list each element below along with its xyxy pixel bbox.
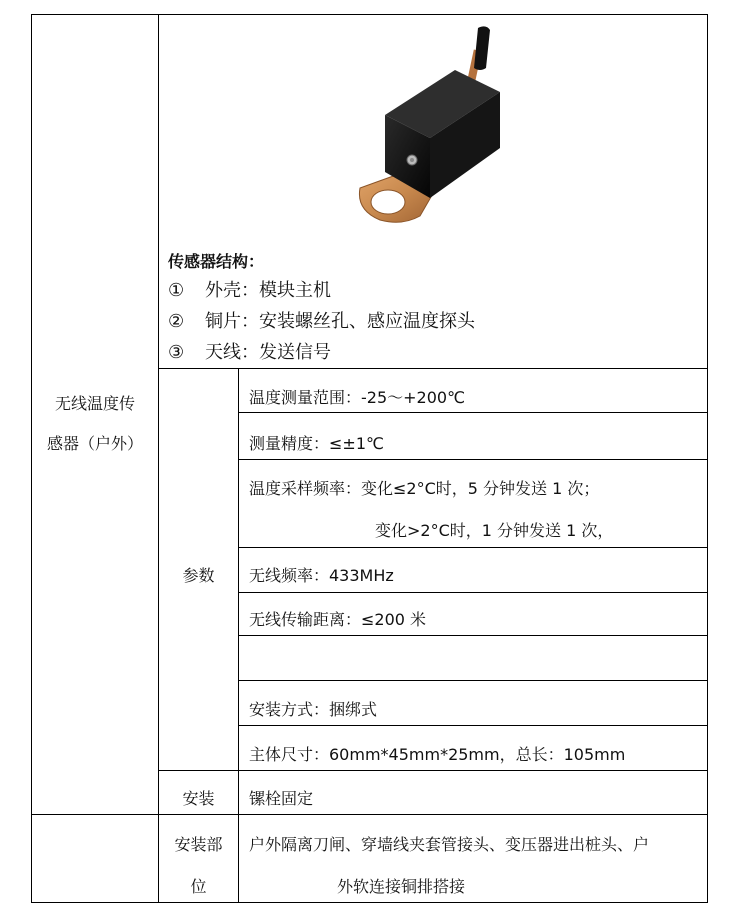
row-line-install-bottom [31,814,708,815]
structure-item-text: 天线：发送信号 [205,342,331,363]
row-line-distance [238,635,708,636]
install-value: 镙栓固定 [249,789,314,808]
structure-item-text: 外壳：模块主机 [205,280,331,301]
structure-item-marker: ③ [168,342,185,363]
params-label: 参数 [182,566,215,585]
row-line-frequency [238,592,708,593]
param-mount-method: 安装方式：捆绑式 [249,700,378,719]
product-name-line2: 感器（户外） [46,434,143,453]
location-value-line2: 外软连接铜排搭接 [337,877,466,896]
install-label: 安装 [182,789,215,808]
table-border-left [31,14,32,903]
param-sampling-line1: 温度采样频率：变化≤2°C时，5 分钟发送 1 次； [249,479,600,498]
row-line-sampling [238,547,708,548]
param-wireless-frequency: 无线频率：433MHz [249,566,394,585]
temperature-sensor-image [340,20,540,240]
row-line-params-bottom [158,770,708,771]
param-sampling-line2: 变化>2°C时，1 分钟发送 1 次， [375,521,614,540]
table-border-bottom [31,902,708,903]
param-size: 主体尺寸：60mm*45mm*25mm，总长：105mm [249,745,626,764]
structure-heading: 传感器结构： [168,252,265,271]
device-photo [340,20,540,240]
param-temperature-range: 温度测量范围：-25～+200℃ [249,388,466,407]
structure-item-marker: ① [168,280,185,301]
row-line-accuracy [238,459,708,460]
row-line-range [238,412,708,413]
row-line-mount [238,725,708,726]
row-line-empty [238,680,708,681]
location-label-line2: 位 [190,877,207,896]
structure-item-marker: ② [168,311,185,332]
param-accuracy: 测量精度：≤±1℃ [249,434,384,453]
location-value-line1: 户外隔离刀闸、穿墙线夹套管接头、变压器进出桩头、户 [249,835,650,854]
row-line-structure-bottom [158,368,708,369]
table-border-top [31,14,708,15]
product-name-line1: 无线温度传 [54,394,135,413]
param-transmission-distance: 无线传输距离：≤200 米 [249,610,427,629]
structure-item-text: 铜片：安装螺丝孔、感应温度探头 [205,311,475,332]
location-label-line1: 安装部 [174,835,223,854]
